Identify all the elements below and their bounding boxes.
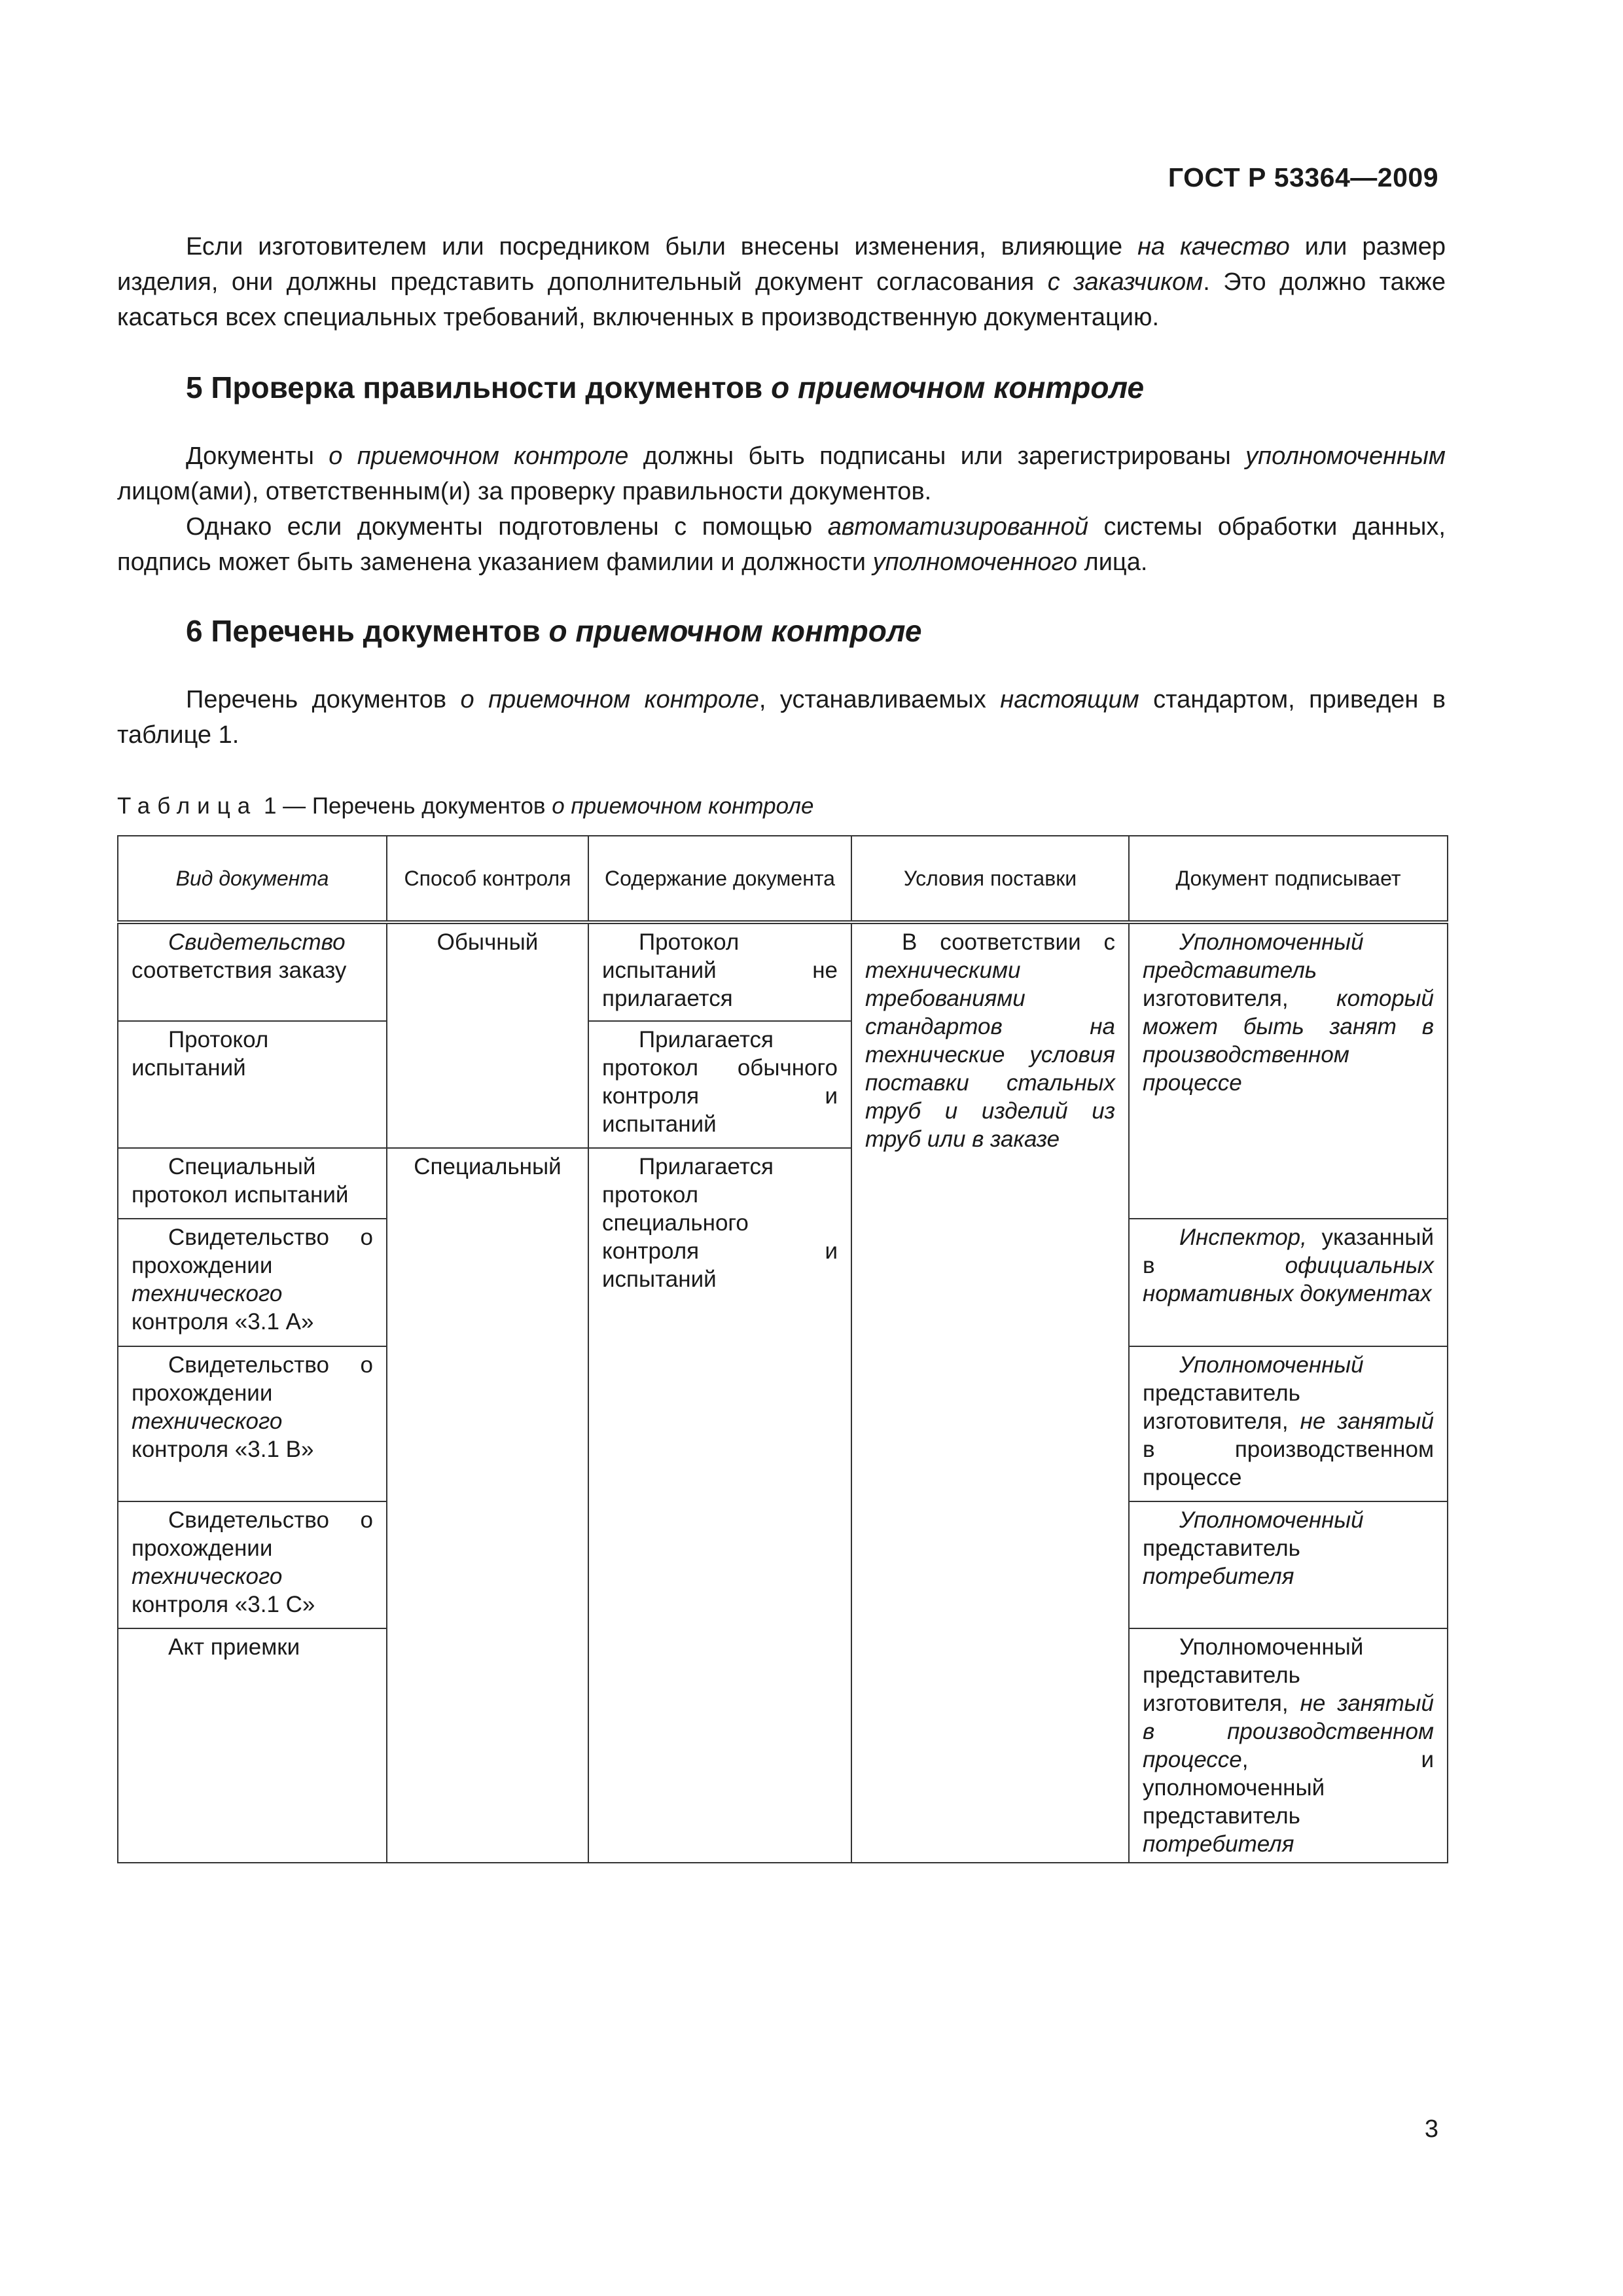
- content-cell: Протокол испытаний не прилагается: [588, 922, 851, 1021]
- content-cell: Прилагается протокол обычного контроля и испытаний: [588, 1021, 851, 1148]
- section-6-heading: 6 Перечень документов о приемочном контроле: [186, 614, 922, 648]
- signer-cell: Уполномоченный представитель изготовителя, не занятый в производственном процессе, и уполномоченный представитель потребителя: [1129, 1628, 1448, 1863]
- section-5-heading: 5 Проверка правильности документов о приемочном контроле: [186, 370, 1145, 404]
- header-delivery-terms: Условия поставки: [851, 836, 1129, 922]
- document-code: ГОСТ Р 53364—2009: [1168, 162, 1438, 192]
- header-control-method: Способ контроля: [387, 836, 588, 922]
- content-cell: Прилагается протокол специального контроля и испытаний: [588, 1148, 851, 1863]
- doc-type-cell: Свидетельство о прохождении технического контроля «3.1 С»: [118, 1501, 387, 1628]
- header-signed-by: Документ подписывает: [1129, 836, 1448, 922]
- page-content: [117, 229, 1446, 1863]
- page-number: 3: [1424, 2115, 1438, 2143]
- table-header-row: [118, 836, 1448, 922]
- table-caption: Таблица 1 — Перечень документов о приемочном контроле: [117, 793, 814, 819]
- intro-paragraph: Если изготовителем или посредником были внесены изменения, влияющие на качество или размер изделия, они должны представить дополнительный документ согласования с заказчиком. Это должно также касаться всех специальных требований, включенных в производственную документацию.: [117, 233, 1446, 331]
- doc-type-cell: Акт приемки: [118, 1628, 387, 1863]
- header-doc-type: Вид документа: [118, 836, 387, 922]
- acceptance-documents-table: [117, 835, 1448, 1863]
- doc-type-cell: Свидетельство о прохождении технического контроля «3.1 В»: [118, 1346, 387, 1501]
- section-6-paragraph: Перечень документов о приемочном контроле, устанавливаемых настоящим стандартом, приведен в таблице 1.: [117, 686, 1446, 749]
- delivery-terms-cell: В соответствии с техническими требованиями стандартов на технические условия поставки стальных труб и изделий из труб или в заказе: [851, 922, 1129, 1863]
- section-5-paragraph-2: Однако если документы подготовлены с помощью автоматизированной системы обработки данных, подпись может быть заменена указанием фамилии и должности уполномоченного лица.: [117, 513, 1446, 576]
- header-doc-content: Содержание документа: [588, 836, 851, 922]
- signer-cell: Уполномоченный представитель изготовителя, не занятый в производственном процессе: [1129, 1346, 1448, 1501]
- doc-type-cell: Свидетельство соответствия заказу: [118, 922, 387, 1021]
- method-ordinary-cell: Обычный: [387, 922, 588, 1148]
- section-5-paragraph-1: Документы о приемочном контроле должны быть подписаны или зарегистрированы уполномоченным лицом(ами), ответственным(и) за проверку правильности документов.: [117, 442, 1446, 505]
- signer-cell: Инспектор, указанный в официальных нормативных документах: [1129, 1219, 1448, 1346]
- table-row: [118, 922, 1448, 1021]
- signer-cell: Уполномоченный представитель изготовителя, который может быть занят в производственном процессе: [1129, 922, 1448, 1219]
- doc-type-cell: Свидетельство о прохождении технического контроля «3.1 А»: [118, 1219, 387, 1346]
- doc-type-cell: Специальный протокол испытаний: [118, 1148, 387, 1219]
- signer-cell: Уполномоченный представитель потребителя: [1129, 1501, 1448, 1628]
- method-special-cell: Специальный: [387, 1148, 588, 1863]
- doc-type-cell: Протокол испытаний: [118, 1021, 387, 1148]
